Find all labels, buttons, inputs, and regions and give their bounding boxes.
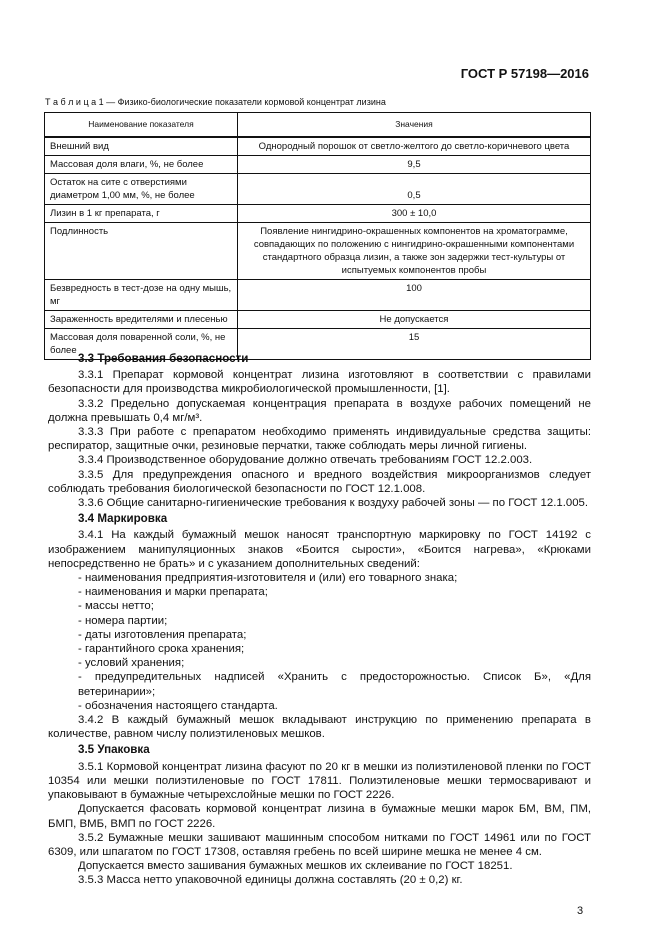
indicator-cell: Зараженность вредителями и плесенью	[45, 311, 238, 329]
table-row	[45, 311, 591, 329]
table-row	[45, 280, 591, 311]
indicator-cell: Массовая доля влаги, %, не более	[45, 156, 238, 174]
list-item: - предупредительных надписей «Хранить с предосторожностью. Список Б», «Для ветеринарии»;	[78, 671, 591, 698]
list-item: - даты изготовления препарата;	[78, 628, 247, 641]
paragraph: 3.5.3 Масса нетто упаковочной единицы должна составлять (20 ± 0,2) кг.	[78, 874, 463, 887]
paragraph: 3.4.2 В каждый бумажный мешок вкладывают инструкцию по применению препарата в количестве, равном числу полиэтиленовых мешков.	[48, 714, 591, 741]
indicator-cell: Остаток на сите с отверстиями диаметром 1,00 мм, %, не более	[45, 174, 238, 205]
paragraph: Допускается вместо зашивания бумажных мешков их склеивание по ГОСТ 18251.	[78, 860, 513, 873]
indicator-cell: Массовая доля поваренной соли, %, не более	[45, 329, 238, 360]
paragraph: 3.3.6 Общие санитарно-гигиенические требования к воздуху рабочей зоны — по ГОСТ 12.1.005.	[78, 497, 589, 510]
paragraph: 3.4.1 На каждый бумажный мешок наносят транспортную маркировку по ГОСТ 14192 с изображением манипуляционных знаков «Боится сырости», «Боится нагрева», «Крюками непосредственно не брать» и с указанием дополнительных сведений:	[48, 529, 591, 570]
table-row	[45, 223, 591, 280]
list-item: - наименования и марки препарата;	[78, 586, 268, 599]
list-item: - условий хранения;	[78, 657, 185, 670]
document-header: ГОСТ Р 57198—2016	[460, 66, 589, 81]
page-number: 3	[577, 905, 584, 917]
paragraph: 3.5.2 Бумажные мешки зашивают машинным способом нитками по ГОСТ 14961 или по ГОСТ 6309, или шпагатом по ГОСТ 17308, оставляя гребень по всей ширине мешка не менее 4 см.	[48, 831, 591, 858]
section-heading: 3.4 Маркировка	[78, 512, 168, 526]
paragraph: 3.3.5 Для предупреждения опасного и вредного воздействия микроорганизмов следует соблюдать требования биологической безопасности по ГОСТ 12.1.008.	[48, 468, 591, 495]
table-row	[45, 156, 591, 174]
value-cell: Не допускается	[238, 311, 591, 329]
list-item: - гарантийного срока хранения;	[78, 643, 245, 656]
list-item: - номера партии;	[78, 614, 168, 627]
table-row	[45, 205, 591, 223]
value-cell: Появление нингидрино-окрашенных компонентов на хроматограмме, совпадающих по положению с нингидрино-окрашенными компонентами стандартного образца лизин, а также зон задержки тест-культуры от испытуемых компонентов пробы	[238, 223, 591, 280]
list-item: - обозначения настоящего стандарта.	[78, 699, 278, 712]
paragraph: 3.3.2 Предельно допускаемая концентрация препарата в воздухе рабочих помещений не должна превышать 0,4 мг/м³.	[48, 397, 591, 424]
indicator-cell: Безвредность в тест-дозе на одну мышь, мг	[45, 280, 238, 311]
table-caption: Т а б л и ц а 1 — Физико-биологические показатели кормовой концентрат лизина	[45, 97, 386, 107]
paragraph: 3.3.1 Препарат кормовой концентрат лизина изготовляют в соответствии с правилами безопасности для производства микробиологической промышленности, [1].	[48, 369, 591, 396]
paragraph: 3.5.1 Кормовой концентрат лизина фасуют по 20 кг в мешки из полиэтиленовой пленки по ГОСТ 10354 или мешки полиэтиленовые по ГОСТ 17811. Полиэтиленовые мешки термосваривают и упаковывают в бумажные четырехслойные мешки по ГОСТ 2226.	[48, 760, 591, 802]
section-heading: 3.5 Упаковка	[78, 743, 150, 757]
value-cell: 100	[238, 280, 591, 311]
properties-table	[44, 112, 591, 360]
indicator-cell: Подлинность	[45, 223, 238, 280]
indicator-cell: Лизин в 1 кг препарата, г	[45, 205, 238, 223]
indicator-cell: Внешний вид	[45, 137, 238, 156]
section-heading: 3.3 Требования безопасности	[78, 352, 249, 365]
column-header: Значения	[238, 113, 591, 138]
table-header-row	[45, 113, 591, 138]
paragraph: 3.3.3 При работе с препаратом необходимо применять индивидуальные средства защиты: респиратор, защитные очки, резиновые перчатки, также соблюдать меры личной гигиены.	[48, 426, 591, 453]
table-row	[45, 137, 591, 156]
list-item: - массы нетто;	[78, 600, 154, 613]
list-item: - наименования предприятия-изготовителя и (или) его товарного знака;	[78, 572, 458, 585]
value-cell: 9,5	[238, 156, 591, 174]
paragraph: Допускается фасовать кормовой концентрат лизина в бумажные мешки марок БМ, ВМ, ПМ, БМП, ВМБ, ВМП по ГОСТ 2226.	[48, 803, 591, 830]
column-header: Наименование показателя	[45, 113, 238, 138]
value-cell: 300 ± 10,0	[238, 205, 591, 223]
table-row	[45, 174, 591, 205]
paragraph: 3.3.4 Производственное оборудование должно отвечать требованиям ГОСТ 12.2.003.	[78, 454, 533, 467]
value-cell: 15	[238, 329, 591, 360]
value-cell: 0,5	[238, 174, 591, 205]
document-body	[48, 350, 591, 888]
value-cell: Однородный порошок от светло-желтого до светло-коричневого цвета	[238, 137, 591, 156]
